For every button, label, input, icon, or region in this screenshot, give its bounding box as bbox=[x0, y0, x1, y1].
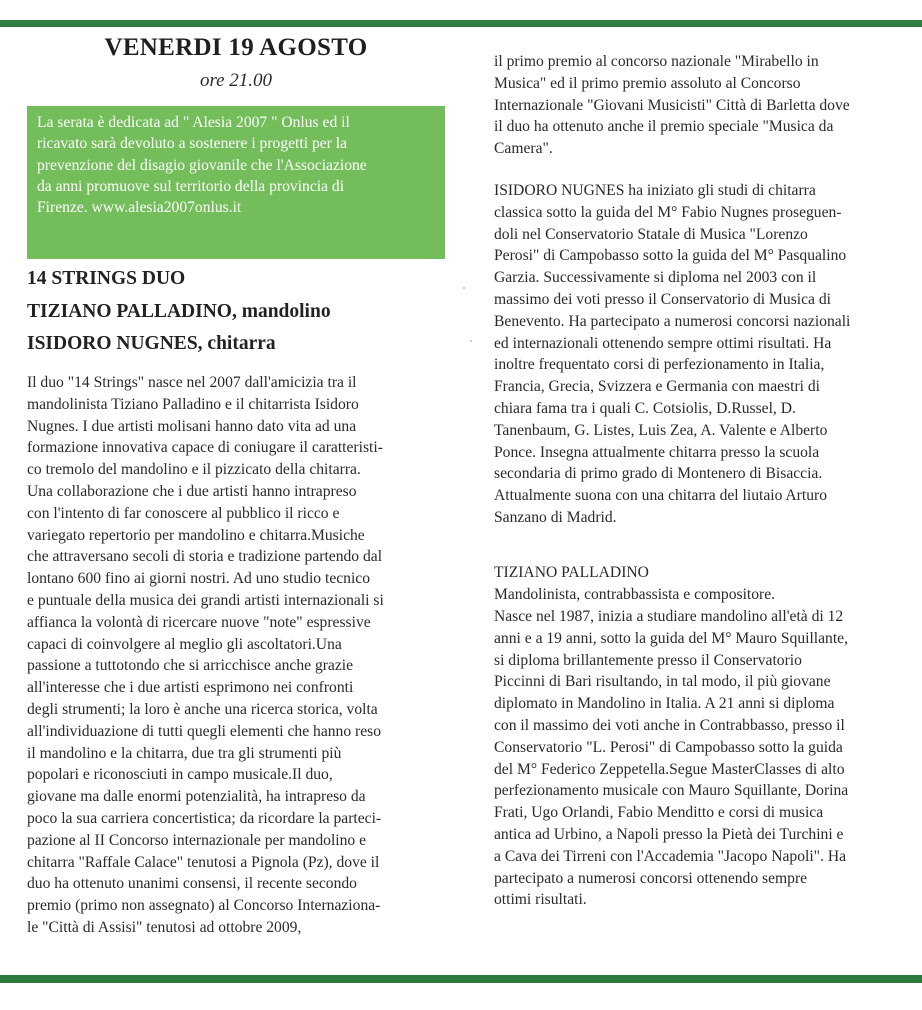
body-line: poco la sua carriera concertistica; da ricordare la parteci- bbox=[27, 809, 382, 827]
performer-heading-nugnes: ISIDORO NUGNES, chitarra bbox=[27, 333, 276, 354]
body-line: Perosi" di Campobasso sotto la guida del M° Pasqualino bbox=[494, 247, 847, 265]
body-line: duo ha ottenuto unanimi consensi, il recente secondo bbox=[27, 875, 357, 893]
body-line: con il massimo dei voti anche in Contrabbasso, presso il bbox=[494, 716, 845, 734]
print-speck bbox=[470, 340, 472, 342]
body-line: del M° Federico Zeppetella.Segue MasterClasses di alto bbox=[494, 760, 845, 778]
awards-paragraph bbox=[494, 51, 906, 160]
print-speck bbox=[463, 287, 465, 289]
body-line: Ponce. Insegna attualmente chitarra presso la scuola bbox=[494, 443, 820, 461]
notice-line: ricavato sarà devoluto a sostenere i progetti per la bbox=[37, 135, 348, 153]
body-line: chitarra "Raffale Calace" tenutosi a Pignola (Pz), dove il bbox=[27, 853, 380, 871]
body-line: giovane ma dalle enormi potenzialità, ha intrapreso da bbox=[27, 788, 366, 806]
body-line: co tremolo del mandolino e il pizzicato della chitarra. bbox=[27, 461, 361, 479]
body-line: Il duo "14 Strings" nasce nel 2007 dall'amicizia tra il bbox=[27, 374, 357, 391]
body-line: mandolinista Tiziano Palladino e il chitarrista Isidoro bbox=[27, 395, 359, 413]
body-line: antica ad Urbino, a Napoli presso la Pietà dei Turchini e bbox=[494, 825, 844, 843]
bottom-rule bbox=[0, 975, 922, 983]
body-line: Piccinni di Bari risultando, in tal modo, il più giovane bbox=[494, 673, 831, 691]
body-line: Garzia. Successivamente si diploma nel 2003 con il bbox=[494, 269, 817, 287]
notice-line: prevenzione del disagio giovanile che l'Associazione bbox=[37, 156, 367, 174]
notice-line: da anni promuove sul territorio della provincia di bbox=[37, 177, 345, 195]
body-line: Frati, Ugo Orlandi, Fabio Menditto e corsi di musica bbox=[494, 804, 824, 822]
body-line: il primo premio al concorso nazionale "Mirabello in bbox=[494, 53, 819, 70]
notice-line: Firenze. www.alesia2007onlus.it bbox=[37, 199, 242, 217]
body-line: perfezionamento musicale con Mauro Squillante, Dorina bbox=[494, 782, 849, 800]
body-line: il mandolino e la chitarra, due tra gli strumenti più bbox=[27, 744, 342, 762]
body-line: premio (primo non assegnato) al Concorso Internaziona- bbox=[27, 897, 381, 915]
body-line: popolari e riconosciuti in campo musicale.Il duo, bbox=[27, 766, 333, 784]
body-line: capaci di coinvolgere al meglio gli ascoltatori.Una bbox=[27, 635, 342, 653]
body-line: chiara fama tra i quali C. Cotsiolis, D.Russel, D. bbox=[494, 399, 796, 417]
body-line: doli nel Conservatorio Statale di Musica "Lorenzo bbox=[494, 225, 808, 243]
body-line: partecipato a numerosi concorsi ottenendo sempre bbox=[494, 869, 808, 887]
body-line: all'individuazione di tutti quegli elementi che hanno reso bbox=[27, 722, 382, 740]
body-line: formazione innovativa capace di coniugare il caratteristi- bbox=[27, 439, 383, 457]
body-line: il duo ha ottenuto anche il premio speciale "Musica da bbox=[494, 118, 834, 136]
body-line: ottimi risultati. bbox=[494, 891, 587, 909]
body-line: affianca la volontà di ricercare nuove "note" espressive bbox=[27, 613, 371, 631]
body-line: Benevento. Ha partecipato a numerosi concorsi nazionali bbox=[494, 312, 851, 330]
body-line: variegato repertorio per mandolino e chitarra.Musiche bbox=[27, 526, 365, 544]
charity-notice-text bbox=[37, 112, 435, 218]
event-date: VENERDI 19 AGOSTO bbox=[104, 34, 368, 61]
body-line: le "Città di Assisi" tenutosi ad ottobre 2009, bbox=[27, 918, 302, 936]
top-rule bbox=[0, 20, 922, 27]
body-line: pazione al II Concorso internazionale per mandolino e bbox=[27, 831, 367, 849]
body-line: si diploma brillantemente presso il Conservatorio bbox=[494, 651, 802, 669]
body-line: Nugnes. I due artisti molisani hanno dato vita ad una bbox=[27, 417, 357, 435]
body-line: Sanzano di Madrid. bbox=[494, 508, 617, 526]
body-line: a Cava dei Tirreni con l'Accademia "Jacopo Napoli". Ha bbox=[494, 847, 847, 865]
body-line: Camera". bbox=[494, 140, 553, 158]
body-line: ISIDORO NUGNES ha iniziato gli studi di chitarra bbox=[494, 182, 816, 199]
body-line: ed internazionali ottenendo sempre ottimi risultati. Ha bbox=[494, 334, 832, 352]
notice-line: La serata è dedicata ad " Alesia 2007 " Onlus ed il bbox=[37, 114, 350, 131]
body-line: all'interesse che i due artisti esprimono nei confronti bbox=[27, 679, 354, 697]
body-line: Una collaborazione che i due artisti hanno intrapreso bbox=[27, 482, 357, 500]
body-line: massimo dei voti presso il Conservatorio di Musica di bbox=[494, 290, 831, 308]
palladino-bio-title: TIZIANO PALLADINO bbox=[494, 564, 649, 581]
body-line: con l'intento di far conoscere al pubblico il ricco e bbox=[27, 504, 340, 522]
body-line: classica sotto la guida del M° Fabio Nugnes proseguen- bbox=[494, 203, 842, 221]
body-line: e puntuale della musica dei grandi artisti internazionali si bbox=[27, 591, 384, 609]
charity-notice-box bbox=[27, 106, 445, 259]
body-line: degli strumenti; la loro è anche una ricerca storica, volta bbox=[27, 700, 378, 718]
body-line: inoltre frequentato corsi di perfezionamento in Italia, bbox=[494, 356, 825, 374]
duo-description bbox=[27, 372, 445, 939]
body-line: Conservatorio "L. Perosi" di Campobasso sotto la guida bbox=[494, 738, 843, 756]
palladino-bio-subtitle: Mandolinista, contrabbassista e compositore. bbox=[494, 586, 776, 603]
body-line: secondaria di primo grado di Montenero di Bisaccia. bbox=[494, 465, 823, 483]
body-line: passione a tuttotondo che si arricchisce anche grazie bbox=[27, 657, 354, 675]
body-line: Attualmente suona con una chitarra del liutaio Arturo bbox=[494, 487, 827, 505]
palladino-bio bbox=[494, 606, 906, 911]
body-line: diplomato in Mandolino in Italia. A 21 anni si diploma bbox=[494, 695, 835, 713]
body-line: anni e a 19 anni, sotto la guida del M° Mauro Squillante, bbox=[494, 629, 848, 647]
body-line: Tanenbaum, G. Listes, Luis Zea, A. Valente e Alberto bbox=[494, 421, 828, 439]
nugnes-bio bbox=[494, 180, 906, 529]
body-line: Internazionale "Giovani Musicisti" Città di Barletta dove bbox=[494, 96, 850, 114]
body-line: Nasce nel 1987, inizia a studiare mandolino all'età di 12 bbox=[494, 608, 844, 625]
body-line: lontano 600 fino ai giorni nostri. Ad uno studio tecnico bbox=[27, 570, 371, 588]
duo-heading: 14 STRINGS DUO bbox=[27, 268, 186, 289]
body-line: Francia, Grecia, Svizzera e Germania con maestri di bbox=[494, 378, 821, 396]
body-line: Musica" ed il primo premio assoluto al Concorso bbox=[494, 74, 801, 92]
body-line: che attraversano secoli di storia e tradizione partendo dal bbox=[27, 548, 383, 566]
performer-heading-palladino: TIZIANO PALLADINO, mandolino bbox=[27, 301, 331, 322]
event-time: ore 21.00 bbox=[199, 70, 273, 91]
